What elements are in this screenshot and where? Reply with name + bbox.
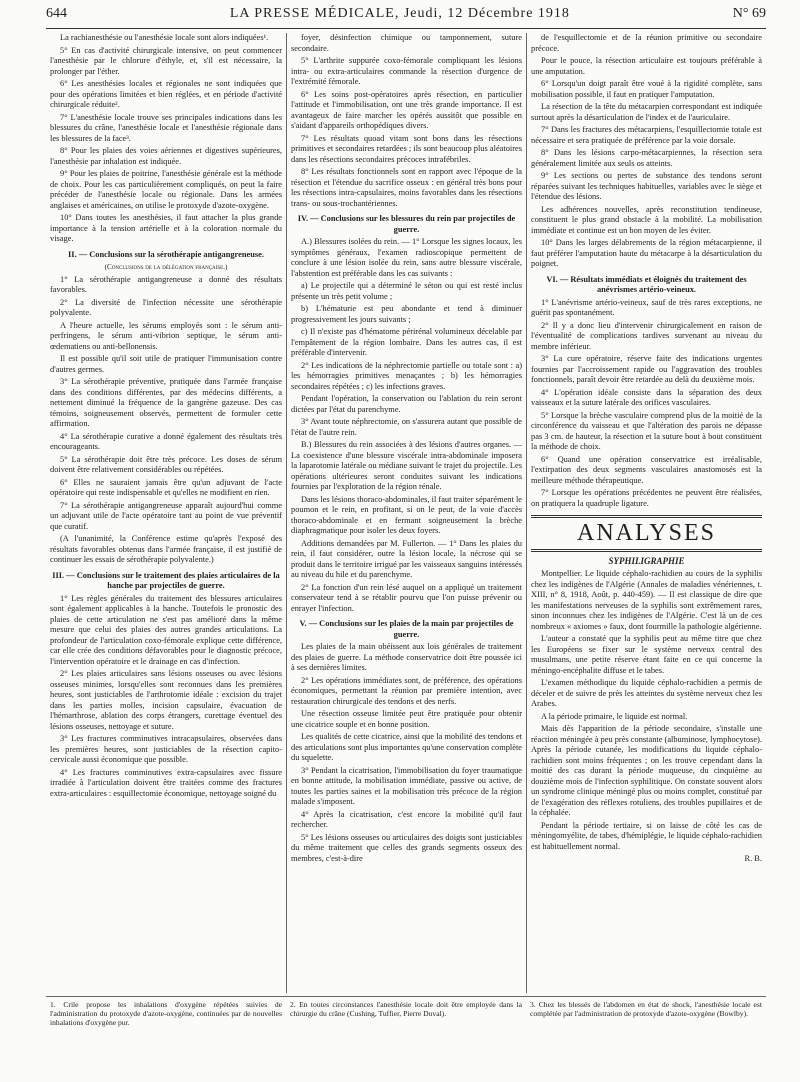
analyses-heading: ANALYSES (531, 515, 762, 552)
column-1 (46, 33, 286, 993)
paragraph: A la période primaire, le liquide est normal. (541, 711, 688, 721)
column-2 (286, 33, 526, 993)
footnotes (46, 996, 766, 1028)
section-heading: VI. — Résultats immédiats et éloignés du traitement des anévrismes artério-veineux. (546, 274, 747, 294)
paragraph: Pendant la période tertiaire, si on laisse de côté les cas de méningomyélite, de tabes, d'hémiplégie, le liquide céphalo-rachidien est habituellement normal. (531, 820, 762, 851)
paragraph: 5° En cas d'activité chirurgicale intensive, on peut commencer l'anesthésie par le chlorure d'éthyle, et, s'il est nécessaire, la prolonger par l'éther. (50, 45, 282, 76)
paragraph: 6° Quand une opération conservatrice est irréalisable, l'extirpation des deux segments vasculaires anastomosés est la meilleure méthode thérapeutique. (531, 454, 762, 485)
paragraph: 7° L'anesthésie locale trouve ses principales indications dans les blessures du crâne, l'anesthésie locale et l'anesthésie régionale dans les blessures de la face³. (50, 112, 282, 143)
paragraph: 10° Dans toutes les anesthésies, il faut attacher la plus grande importance à la tension artérielle et à la coloration normale du visage. (50, 213, 282, 243)
paragraph: 5° Les lésions osseuses ou articulaires des doigts sont justiciables du même traitement que celles des grands segments osseux des membres, c'est-à-dire (291, 832, 522, 863)
paragraph: 4° Après la cicatrisation, c'est encore la mobilité qu'il faut rechercher. (291, 809, 522, 829)
paragraph: La rachianesthésie ou l'anesthésie locale sont alors indiquées¹. (60, 33, 269, 42)
paragraph: 4° L'opération idéale consiste dans la séparation des deux vaisseaux et la suture latérale des orifices vasculaires. (531, 387, 762, 407)
section-heading: IV. — Conclusions sur les blessures du rein par projectiles de guerre. (297, 214, 516, 234)
section-subheading: (Conclusions de la délégation française.) (104, 263, 228, 271)
paragraph: B.) Blessures du rein associées à des lésions d'autres organes. — La coexistence d'une blessure viscérale intra-abdominale imposera la laparotomie latérale ou médiane suivant le trajet du projectile. Les opérations ultérieures seront conduites suivant les indications fournies par l'exploration de la région rénale. (291, 440, 522, 491)
paragraph: 1° L'anévrisme artério-veineux, sauf de très rares exceptions, ne guérit pas spontanément. (531, 297, 762, 317)
paragraph: b) L'hématurie est peu abondante et tend à diminuer progressivement les jours suivants ; (291, 304, 522, 324)
paragraph: 2° Les opérations immédiates sont, de préférence, des opérations économiques, permettant la réunion par première intention, avec restauration chirurgicale des tendons et des nerfs. (291, 675, 522, 706)
paragraph: Dans les lésions thoraco-abdominales, il faut traiter séparément le poumon et le rein, en profitant, si on le peut, de la voie d'accès thoraco-abdominale et en fermant soigneusement la brèche diaphragmatique pour isoler les deux foyers. (291, 494, 522, 535)
paragraph: 7° Lorsque les opérations précédentes ne peuvent être réalisées, on pratiquera la quadruple ligature. (531, 488, 762, 508)
paragraph: 5° La sérothérapie doit être très précoce. Les doses de sérum doivent être relativement considérables ou répétées. (50, 454, 282, 474)
rubric-heading: SYPHILIGRAPHIE (608, 556, 685, 566)
paragraph: L'auteur a constaté que la syphilis peut au même titre que chez les Européens se fixer sur le système nerveux central des musulmans, une petite réserve étant faite en ce qui concerne la méningo-encéphalite diffuse et le tabes. (531, 634, 762, 675)
paragraph: 8° Les résultats fonctionnels sont en rapport avec l'époque de la résection et l'étendue du sacrifice osseux : en général très bons pour les résections intra-capsulaires, moins favorables dans les résections trans- ou sous-trochantériennes. (291, 167, 522, 208)
paragraph: 1° Les règles générales du traitement des blessures articulaires sont également applicables à la hanche. Toutefois le pronostic des plaies de cette articulation ne s'est pas amélioré dans la même mesure que celui des plaies des autres grandes articulations. La profondeur de l'articulation coxo-fémorale explique cette différence, car elle crée des conditions défavorables pour le diagnostic précoce, l'intervention opératoire et le drainage en cas d'infection. (50, 593, 282, 666)
paragraph: 3° Pendant la cicatrisation, l'immobilisation du foyer traumatique en bonne attitude, la mobilisation immédiate, passive ou active, de toutes les parties saines et la mobilisation très précoce de la région malade s'imposent. (291, 765, 522, 806)
paragraph: Les plaies de la main obéissent aux lois générales de traitement des plaies de guerre. La méthode conservatrice doit être poussée ici à ses dernières limites. (291, 642, 522, 672)
paragraph: 2° La fonction d'un rein lésé auquel on a appliqué un traitement conservateur tend à se rétablir pourvu que l'on puisse prévenir ou enrayer l'infection. (291, 582, 522, 613)
column-3 (526, 33, 766, 993)
paragraph: Mais dès l'apparition de la période secondaire, s'installe une réaction méningée à peu près constante (albuminose, lymphocytose). Après la période cutanée, les modifications du liquide céphalo-rachidien sont moins fréquentes ; on les trouve cependant dans la moitié des cas durant la période muqueuse, du cinquième au douzième mois de l'infection syphilitique. On constate souvent alors un syndrome clinique méningé plus ou moins complet, constitué par de l'exagération des réflexes rotuliens, des troubles pupillaires et de la céphalée. (531, 724, 762, 817)
paragraph: 8° Pour les plaies des voies aériennes et digestives supérieures, l'anesthésie par inhalation est indiquée. (50, 146, 282, 166)
paragraph: 5° Lorsque la brèche vasculaire comprend plus de la moitié de la circonférence du vaisseau et que l'altération des parois ne dépasse pas 3 cm. de hauteur, la résection et la suture bout à bout constituent la méthode de choix. (531, 410, 762, 451)
section-heading: III. — Conclusions sur le traitement des plaies articulaires de la hanche par projectiles de guerre. (52, 570, 280, 590)
paragraph: c) Il n'existe pas d'hématome périrénal volumineux décelable par l'empâtement de la région lombaire. Dans les autres cas, il est préférable d'intervenir. (291, 327, 522, 357)
paragraph: 3° La sérothérapie préventive, pratiquée dans l'armée française dans des conditions différentes, par des médecins différents, a nettement diminué la fréquence de la gangrène gazeuse. Des cas témoins, soigneusement observés, permettent de formuler cette affirmation. (50, 377, 282, 428)
paragraph: 4° Les fractures comminutives extra-capsulaires avec fissure irradiée à l'articulation doivent être traitées comme des fractures extra-articulaires : esquillectomie économique, nettoyage soigné du (50, 767, 282, 798)
signature: R. B. (744, 854, 762, 863)
paragraph: Les qualités de cette cicatrice, ainsi que la mobilité des tendons et des articulations sont plus importantes qu'une conservation complète du squelette. (291, 732, 522, 762)
paragraph: 8° Dans les lésions carpo-métacarpiennes, la résection sera généralement limitée aux seuls os atteints. (531, 148, 762, 168)
page-number: 644 (46, 6, 67, 21)
paragraph: 2° Les indications de la néphrectomie partielle ou totale sont : a) les hémorragies primitives menaçantes ; b) les hémorragies secondaires répétées ; c) les infections graves. (291, 360, 522, 391)
paragraph: de l'esquillectomie et de la réunion primitive ou secondaire précoce. (531, 33, 762, 53)
section-heading: II. — Conclusions sur la sérothérapie antigangreneuse. (68, 249, 264, 259)
section-heading: V. — Conclusions sur les plaies de la main par projectiles de guerre. (299, 619, 514, 639)
paragraph: 7° Dans les fractures des métacarpiens, l'esquillectomie totale est nécessaire et sera pratiquée de préférence par la voie dorsale. (531, 125, 762, 145)
paragraph: 10° Dans les larges délabrements de la région métacarpienne, il faut préférer l'amputation haute du métacarpe à la désarticulation du poignet. (531, 238, 762, 268)
paragraph: A.) Blessures isolées du rein. — 1° Lorsque les signes locaux, les symptômes généraux, l'examen radioscopique permettent de conclure à une lésion isolée du rein, sans autre blessure viscérale, l'abstention est préférable dans les cas suivants : (291, 237, 522, 278)
paragraph: 6° Les anesthésies locales et régionales ne sont indiquées que pour des opérations limitées et bien réglées, et en période d'activité chirurgicale réduite². (50, 79, 282, 109)
paragraph: Additions demandées par M. Fullerton. — 1° Dans les plaies du rein, il faut considérer, outre la lésion locale, la nécrose qui se produit dans le territoire irrigué par les vaisseaux sanguins intéressés au niveau du hile et du parenchyme. (291, 538, 522, 579)
paragraph: L'examen méthodique du liquide céphalo-rachidien a permis de déceler et de suivre de près les atteintes du système nerveux chez les Arabes. (531, 678, 762, 708)
paragraph: (A l'unanimité, la Conférence estime qu'après l'exposé des résultats favorables obtenus dans l'armée française, il est justifié de continuer les essais de sérothérapie polyvalente.) (50, 534, 282, 564)
paragraph: 3° Avant toute néphrectomie, on s'assurera autant que possible de l'état de l'autre rein. (291, 417, 522, 437)
paragraph: Il est possible qu'il soit utile de pratiquer l'immunisation contre d'autres germes. (50, 354, 282, 374)
paragraph: Une résection osseuse limitée peut être pratiquée pour obtenir une cicatrice souple et en bonne position. (291, 709, 522, 729)
paragraph: A l'heure actuelle, les sérums employés sont : le sérum anti-perfringens, le sérum anti-vibrion septique, le sérum anti-œdematiens ou anti-bellonensis. (50, 320, 282, 351)
paragraph: La résection de la tête du métacarpien correspondant est indiquée surtout après la désarticulation de l'index et de l'auriculaire. (531, 102, 762, 122)
paragraph: Les adhérences nouvelles, après reconstitution tendineuse, constituent le plus grand obstacle à la mobilité. La mobilisation immédiate et continue est un bon moyen de les éviter. (531, 204, 762, 235)
paragraph: a) Le projectile qui a déterminé le séton ou qui est resté inclus présente un très petit volume ; (291, 281, 522, 301)
page-header (46, 6, 766, 28)
paragraph: 9° Les sections ou pertes de substance des tendons seront réparées suivant les techniques habituelles, variables avec le siège et l'étendue des lésions. (531, 171, 762, 201)
paragraph: 3° Les fractures comminutives intracapsulaires, observées dans les premières heures, sont justiciables de la résection capito-cervicale aussi économique que possible. (50, 734, 282, 764)
paragraph: 4° La sérothérapie curative a donné également des résultats très encourageants. (50, 431, 282, 451)
paragraph: Pendant l'opération, la conservation ou l'ablation du rein seront dictées par l'état du parenchyme. (291, 394, 522, 414)
columns (46, 33, 766, 993)
paragraph: 3° La cure opératoire, réserve faite des indications urgentes fournies par l'accroissement rapide ou l'aggravation des troubles fonctionnels, paraît devoir être retardée au delà du deuxième mois. (531, 354, 762, 384)
paragraph: 6° Lorsqu'un doigt paraît être voué à la rigidité complète, sans mobilisation possible, il faut en pratiquer l'amputation. (531, 79, 762, 99)
paragraph: foyer, désinfection chimique ou tamponnement, suture secondaire. (291, 33, 522, 53)
paragraph: 9° Pour les plaies de poitrine, l'anesthésie générale est la méthode de choix. Pour les cas particulièrement compliqués, on peut la faire précéder de l'anesthésie locale ou régionale. Dans les armées anglaises et américaines, on utilise le protoxyde d'azote-oxygène. (50, 169, 282, 210)
journal-title: LA PRESSE MÉDICALE, Jeudi, 12 Décembre 1918 (229, 6, 570, 21)
footnote-3: 3. Chez les blessés de l'abdomen en état de shock, l'anesthésie locale est complétée par l'administration de protoxyde d'azote-oxygène (Bowlby). (530, 1000, 762, 1019)
header-rule (46, 28, 766, 29)
paragraph: 2° Il y a donc lieu d'intervenir chirurgicalement en raison de l'éventualité de complications tardives survenant au niveau du membre inférieur. (531, 320, 762, 351)
paragraph: 6° Les soins post-opératoires après résection, en particulier l'attitude et l'immobilisation, ont une très grande importance. Il est avantageux de faire marcher les opérés aussitôt que possible en s'aidant d'appareils orthopédiques divers. (291, 89, 522, 130)
paragraph: 2° Les plaies articulaires sans lésions osseuses ou avec lésions osseuses minimes, lorsqu'elles sont reconnues dans les premières heures, sont justiciables de l'arthrotomie idéale : excision du trajet dans les parties molles, incision capsulaire, évacuation de l'hémarthrose, ablation des corps étrangers, curettage éventuel des lésions osseuses, nettoyage et suture. (50, 669, 282, 731)
footnote-1: 1. Crile propose les inhalations d'oxygène répétées suivies de l'administration du protoxyde d'azote-oxygène, continuées par de nouvelles inhalations d'oxygène pur. (50, 1000, 282, 1028)
paragraph: Pour le pouce, la résection articulaire est toujours préférable à une amputation. (531, 56, 762, 76)
paragraph: 1° La sérothérapie antigangreneuse a donné des résultats favorables. (50, 274, 282, 294)
paragraph: 7° Les résultats quoad vitam sont bons dans les résections primitives et secondaires retardées ; ils sont beaucoup plus aléatoires dans les résections secondaires précoces intrafébriles. (291, 133, 522, 164)
paragraph: 7° La sérothérapie antigangreneuse apparaît aujourd'hui comme un adjuvant utile de l'acte opératoire tant au point de vue préventif que curatif. (50, 500, 282, 531)
paragraph: 6° Elles ne sauraient jamais être qu'un adjuvant de l'acte opératoire qui reste indispensable et qu'elles ne modifient en rien. (50, 477, 282, 497)
paragraph: Montpellier. Le liquide céphalo-rachidien au cours de la syphilis chez les indigènes de l'Algérie (Annales de maladies vénériennes, t. XIII, n° 8, 1918, Août, p. 440-459). — Il est classique de dire que les manifestations nerveuses de la syphilis sont extrêmement rares, sinon inconnues chez les indigènes de l'Algérie. C'est là un de ces nombreux « axiomes » faux, dont fourmille la pathologie algérienne. (531, 569, 762, 631)
paragraph: 2° La diversité de l'infection nécessite une sérothérapie polyvalente. (50, 297, 282, 317)
issue-number: N° 69 (732, 6, 766, 21)
paragraph: 5° L'arthrite suppurée coxo-fémorale compliquant les lésions intra- ou extra-articulaires commande la résection d'urgence de l'extrémité fémorale. (291, 56, 522, 86)
footnote-2: 2. En toutes circonstances l'anesthésie locale doit être employée dans la chirurgie du crâne (Cushing, Tuffier, Pierre Duval). (290, 1000, 522, 1019)
